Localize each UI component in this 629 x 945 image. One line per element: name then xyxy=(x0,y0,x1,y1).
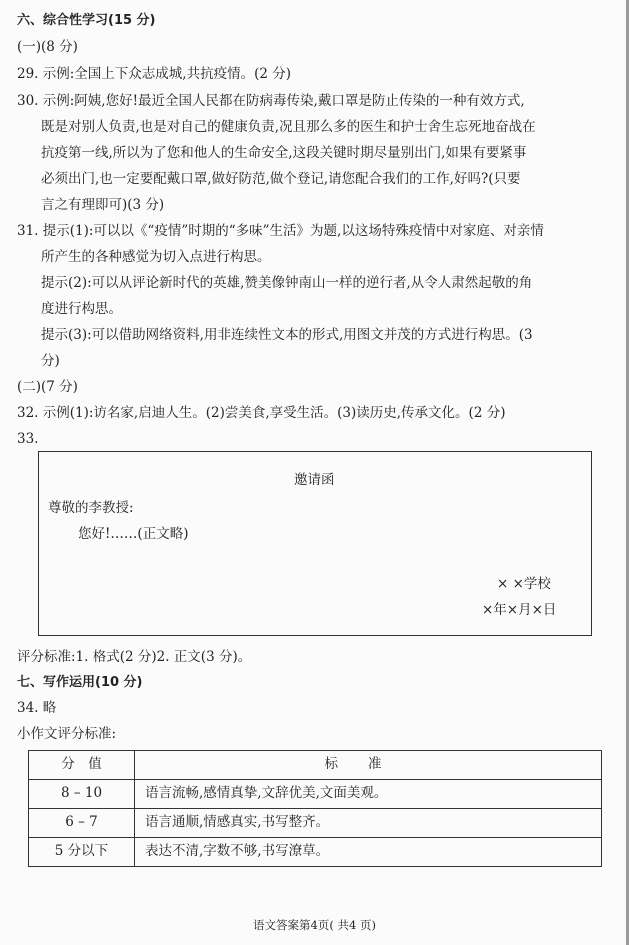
q31-line-1: 31. 提示(1):可以以《“疫情”时期的“多味”生活》为题,以这场特殊疫情中对家庭、对亲情 xyxy=(17,223,544,239)
q30-line-2: 既是对别人负责,也是对自己的健康负责,况且那么多的医生和护士舍生忘死地奋战在 xyxy=(41,119,536,135)
table-row xyxy=(29,838,602,867)
scoring-table xyxy=(28,750,602,867)
q30-line-3: 抗疫第一线,所以为了您和他人的生命安全,这段关键时期尽量别出门,如果有要紧事 xyxy=(41,145,527,161)
part1-label: (一)(8 分) xyxy=(17,39,78,55)
q32-answer: 32. 示例(1):访名家,启迪人生。(2)尝美食,享受生活。(3)读历史,传承文化。(2 分) xyxy=(17,405,506,421)
criteria-cell: 表达不清,字数不够,书写潦草。 xyxy=(135,838,602,867)
section6-heading: 六、综合性学习(15 分) xyxy=(17,13,156,28)
criteria-cell: 语言通顺,情感真实,书写整齐。 xyxy=(135,809,602,838)
q30-line-5: 言之有理即可)(3 分) xyxy=(41,197,165,213)
q31-line-2: 所产生的各种感觉为切入点进行构思。 xyxy=(41,249,271,265)
page-footer: 语文答案第4页( 共4 页) xyxy=(253,918,376,932)
letter-salutation: 尊敬的李教授: xyxy=(48,500,134,516)
table-header-row xyxy=(29,751,602,780)
score-cell: 6 – 7 xyxy=(29,809,135,838)
q30-line-1: 30. 示例:阿姨,您好!最近全国人民都在防病毒传染,戴口罩是防止传染的一种有效方式, xyxy=(17,93,525,109)
q29-answer: 29. 示例:全国上下众志成城,共抗疫情。(2 分) xyxy=(17,66,292,82)
q34-answer: 34. 略 xyxy=(17,700,57,716)
section7-heading: 七、写作运用(10 分) xyxy=(17,675,143,690)
part2-label: (二)(7 分) xyxy=(17,379,78,395)
q33-scoring: 评分标准:1. 格式(2 分)2. 正文(3 分)。 xyxy=(17,649,252,665)
header-criteria: 标准 xyxy=(135,751,602,780)
score-cell: 8 – 10 xyxy=(29,780,135,809)
table-row xyxy=(29,809,602,838)
score-cell: 5 分以下 xyxy=(29,838,135,867)
q30-line-4: 必须出门,也一定要配戴口罩,做好防范,做个登记,请您配合我们的工作,好吗?(只要 xyxy=(41,171,521,187)
q33-number: 33. xyxy=(17,431,39,447)
header-score: 分 值 xyxy=(29,751,135,780)
letter-title: 邀请函 xyxy=(294,472,335,488)
letter-date: ×年×月×日 xyxy=(482,602,557,618)
q31-line-4: 度进行构思。 xyxy=(41,301,122,317)
q31-line-6: 分) xyxy=(41,353,60,369)
criteria-title: 小作文评分标准: xyxy=(17,726,117,742)
q31-line-3: 提示(2):可以从评论新时代的英雄,赞美像钟南山一样的逆行者,从令人肃然起敬的角 xyxy=(41,275,533,291)
letter-sender: × ×学校 xyxy=(497,576,551,592)
criteria-cell: 语言流畅,感情真挚,文辞优美,文面美观。 xyxy=(135,780,602,809)
invitation-letter-box xyxy=(38,451,592,636)
letter-greeting: 您好!……(正文略) xyxy=(78,526,189,542)
q31-line-5: 提示(3):可以借助网络资料,用非连续性文本的形式,用图文并茂的方式进行构思。(3 xyxy=(41,327,533,343)
table-row xyxy=(29,780,602,809)
